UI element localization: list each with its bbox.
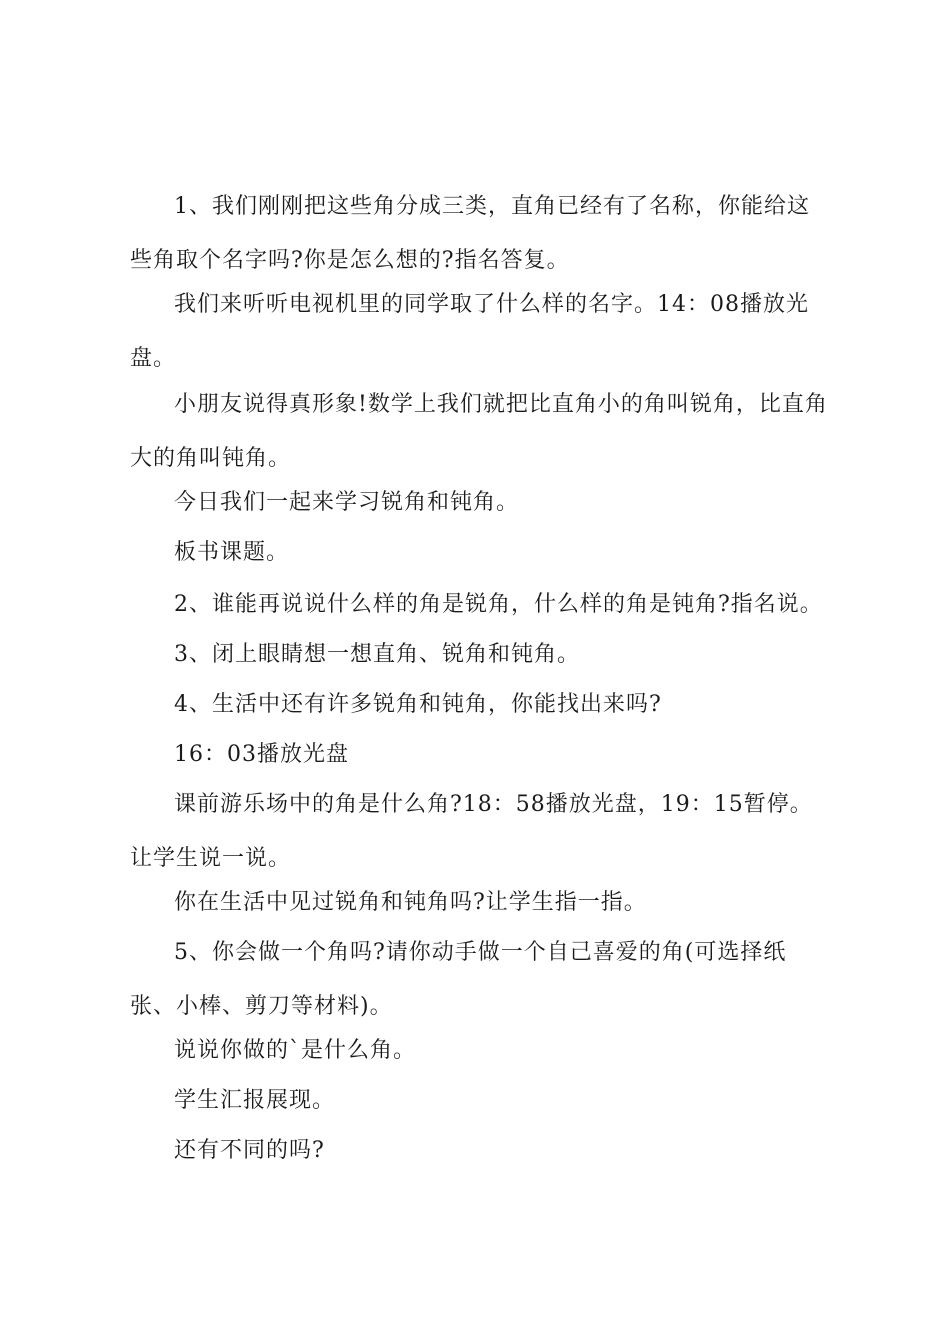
paragraph-15: 还有不同的吗? <box>174 1138 325 1163</box>
paragraph-4: 今日我们一起来学习锐角和钝角。 <box>174 490 520 515</box>
paragraph-1: 1、我们刚刚把这些角分成三类，直角已经有了名称，你能给这些角取个名字吗?你是怎么想的?指名答复。 <box>130 194 810 273</box>
paragraph-9: 16：03播放光盘 <box>174 742 349 767</box>
paragraph-5: 板书课题。 <box>174 540 290 565</box>
paragraph-11: 你在生活中见过锐角和钝角吗?让学生指一指。 <box>174 890 647 915</box>
paragraph-14: 学生汇报展现。 <box>174 1088 336 1113</box>
paragraph-8: 4、生活中还有许多锐角和钝角，你能找出来吗? <box>174 692 662 717</box>
paragraph-2: 我们来听听电视机里的同学取了什么样的名字。14：08播放光盘。 <box>130 292 809 371</box>
paragraph-10: 课前游乐场中的角是什么角?18：58播放光盘，19：15暂停。让学生说一说。 <box>130 792 813 871</box>
paragraph-7: 3、闭上眼睛想一想直角、锐角和钝角。 <box>174 642 580 667</box>
paragraph-13: 说说你做的`是什么角。 <box>174 1038 417 1063</box>
paragraph-12: 5、你会做一个角吗?请你动手做一个自己喜爱的角(可选择纸张、小棒、剪刀等材料)。 <box>130 940 787 1019</box>
paragraph-3: 小朋友说得真形象!数学上我们就把比直角小的角叫锐角，比直角大的角叫钝角。 <box>130 392 828 471</box>
paragraph-6: 2、谁能再说说什么样的角是锐角，什么样的角是钝角?指名说。 <box>174 592 823 617</box>
